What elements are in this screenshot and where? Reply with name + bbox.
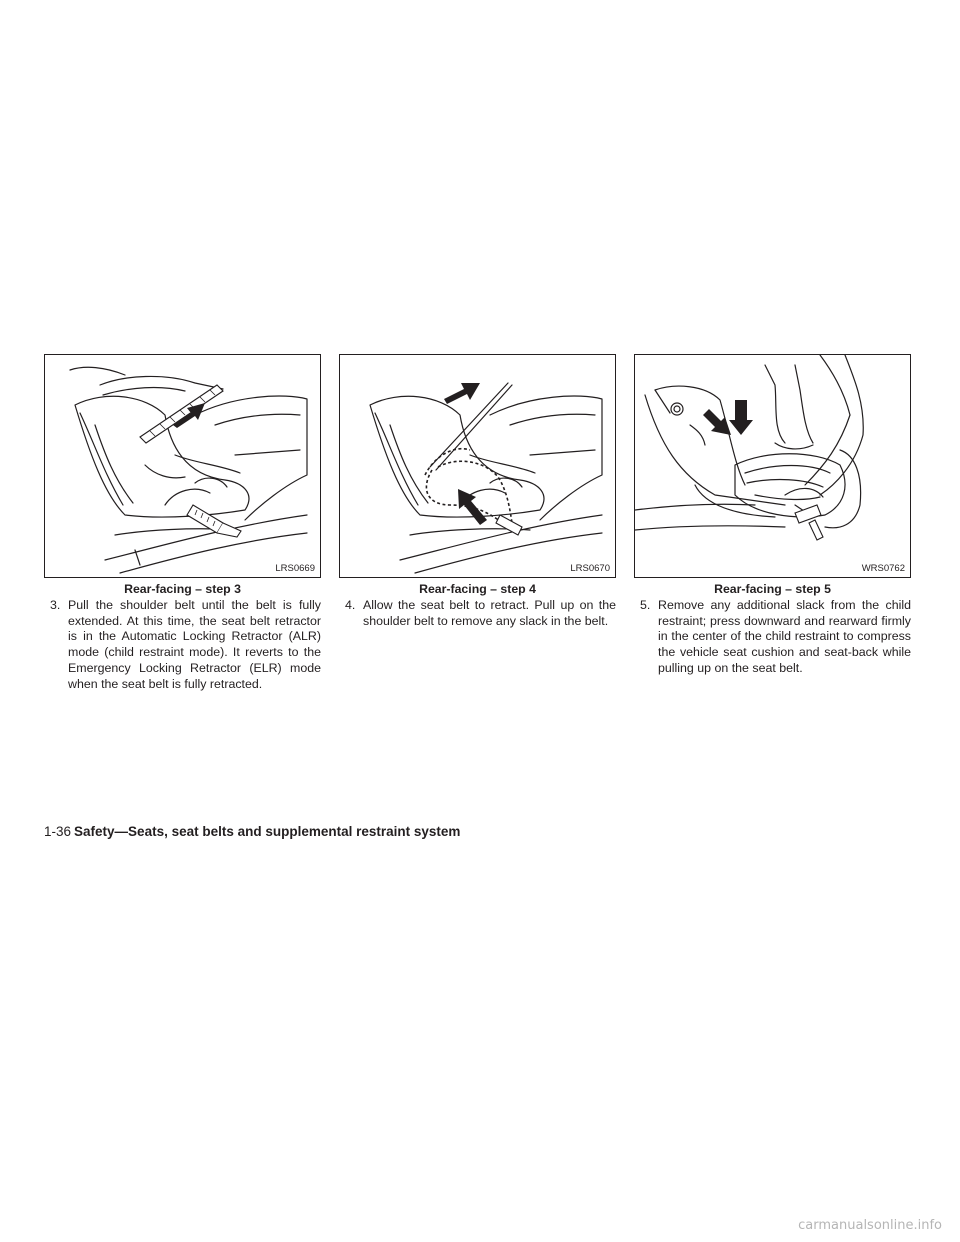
step-number: 4. [345,598,356,612]
step-paragraph [634,598,911,677]
watermark: carmanualsonline.info [798,1218,942,1233]
illustration-child-seat-retract-belt [340,355,615,577]
section-title: Safety—Seats, seat belts and supplemental restraint system [74,824,461,839]
step-number: 3. [50,598,61,612]
figure-step-4 [339,354,616,578]
step-text: Remove any additional slack from the child restraint; press downward and rearward firmly in the center of the child restraint to compress the vehicle seat cushion and seat-back while pulling up on the seat belt. [658,598,911,675]
page-number: 1-36 [44,824,72,839]
arrow-diagonal-icon [703,409,731,435]
figure-caption: Rear-facing – step 5 [714,582,831,596]
illustration-press-child-seat [635,355,910,577]
step-text: Pull the shoulder belt until the belt is fully extended. At this time, the seat belt retractor is in the Automatic Locking Retractor (ALR) mode (child restraint mode). It reverts to the Emergency Locking Retractor (ELR) mode when the seat belt is fully retracted. [68,598,321,691]
page-footer [44,824,460,839]
figure-code: WRS0762 [861,563,905,574]
arrow-up-icon [444,383,480,404]
step-paragraph [44,598,321,692]
figure-code: LRS0670 [570,563,610,574]
figure-step-5 [634,354,911,578]
figure-step-3 [44,354,321,578]
step-paragraph [339,598,616,629]
step-4-column [339,354,616,629]
step-number: 5. [640,598,651,612]
figure-code: LRS0669 [275,563,315,574]
step-5-column [634,354,911,677]
arrow-diagonal-icon [458,489,487,525]
step-text: Allow the seat belt to retract. Pull up on the shoulder belt to remove any slack in the belt. [363,598,616,628]
figure-caption: Rear-facing – step 4 [419,582,536,596]
illustration-child-seat-pull-belt [45,355,320,577]
step-3-column [44,354,321,692]
figure-caption: Rear-facing – step 3 [124,582,241,596]
arrow-down-icon [729,400,753,435]
